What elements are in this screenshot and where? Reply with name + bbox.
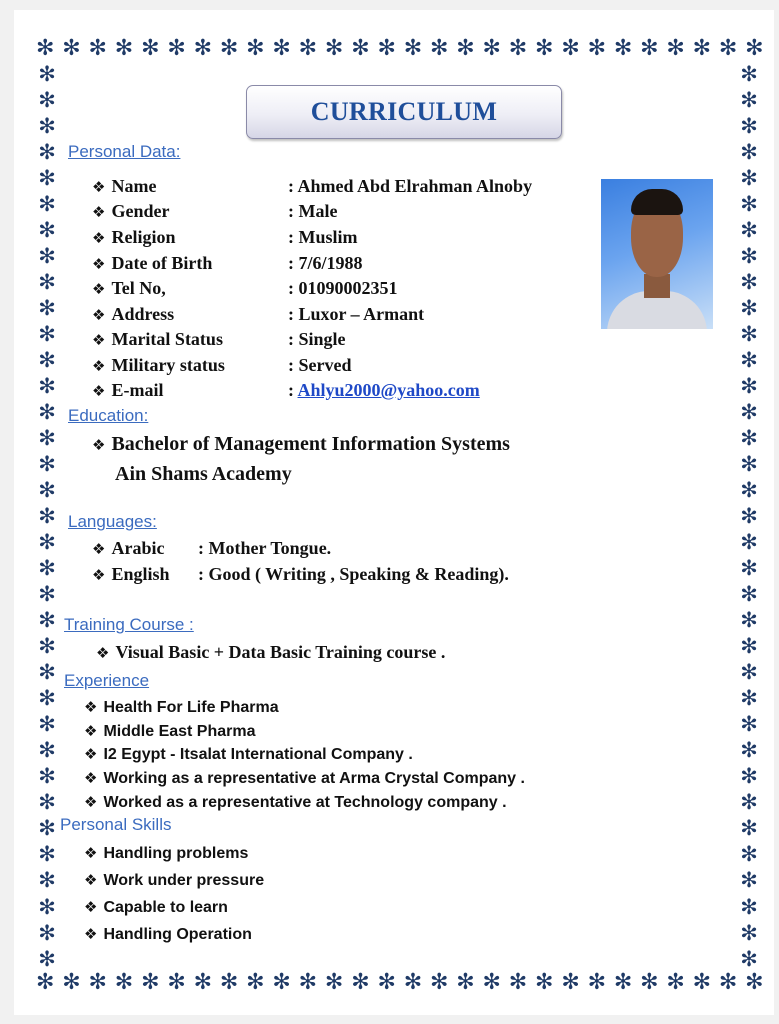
row-label: Marital Status <box>111 329 223 349</box>
asterisk-star-icon: ✻ <box>38 322 56 347</box>
asterisk-star-icon: ✻ <box>740 114 758 139</box>
asterisk-star-icon: ✻ <box>718 38 738 60</box>
asterisk-star-icon: ✻ <box>740 296 758 321</box>
training-heading: Training Course : <box>64 615 194 634</box>
experience-item <box>84 698 279 717</box>
asterisk-star-icon: ✻ <box>429 38 449 60</box>
bullet-icon: ❖ <box>92 203 106 221</box>
skills-heading: Personal Skills <box>60 815 172 834</box>
asterisk-star-icon: ✻ <box>219 38 239 60</box>
bullet-icon: ❖ <box>92 566 106 584</box>
asterisk-star-icon: ✻ <box>666 38 685 60</box>
asterisk-star-icon: ✻ <box>38 920 56 945</box>
asterisk-star-icon: ✻ <box>246 972 265 994</box>
asterisk-star-icon: ✻ <box>508 38 528 60</box>
experience-text: Worked as a representative at Technology company . <box>103 794 507 811</box>
asterisk-star-icon: ✻ <box>740 348 758 373</box>
asterisk-star-icon: ✻ <box>740 400 758 425</box>
asterisk-star-icon: ✻ <box>246 38 265 60</box>
asterisk-star-icon: ✻ <box>640 38 659 60</box>
asterisk-star-icon: ✻ <box>740 660 758 685</box>
asterisk-star-icon: ✻ <box>38 166 56 191</box>
asterisk-star-icon: ✻ <box>692 38 712 60</box>
asterisk-star-icon: ✻ <box>745 38 764 60</box>
education-degree <box>92 433 510 456</box>
asterisk-star-icon: ✻ <box>141 38 160 60</box>
asterisk-star-icon: ✻ <box>38 712 56 737</box>
asterisk-star-icon: ✻ <box>740 244 758 269</box>
asterisk-star-icon: ✻ <box>193 38 213 60</box>
asterisk-star-icon: ✻ <box>324 972 344 994</box>
asterisk-star-icon: ✻ <box>740 920 758 945</box>
row-label: Military status <box>111 355 225 375</box>
language-value: : Mother Tongue. <box>198 538 332 558</box>
training-item <box>96 642 445 663</box>
experience-heading: Experience <box>64 671 150 690</box>
row-label: Tel No, <box>111 278 166 298</box>
asterisk-star-icon: ✻ <box>38 218 56 243</box>
languages-heading: Languages: <box>68 512 157 531</box>
asterisk-star-icon: ✻ <box>351 38 370 60</box>
portrait-photo <box>601 179 713 329</box>
asterisk-star-icon: ✻ <box>535 972 554 994</box>
asterisk-star-icon: ✻ <box>38 842 56 867</box>
asterisk-star-icon: ✻ <box>38 634 56 659</box>
skill-text: Handling problems <box>103 845 249 862</box>
asterisk-star-icon: ✻ <box>640 972 659 994</box>
asterisk-star-icon: ✻ <box>587 972 607 994</box>
bullet-icon: ❖ <box>84 793 98 811</box>
asterisk-star-icon: ✻ <box>38 348 56 373</box>
asterisk-star-icon: ✻ <box>88 972 107 994</box>
asterisk-star-icon: ✻ <box>324 38 344 60</box>
asterisk-star-icon: ✻ <box>38 374 56 399</box>
bullet-icon: ❖ <box>84 844 98 862</box>
asterisk-star-icon: ✻ <box>740 166 758 191</box>
asterisk-star-icon: ✻ <box>38 686 56 711</box>
asterisk-star-icon: ✻ <box>740 64 758 86</box>
asterisk-star-icon: ✻ <box>62 38 81 60</box>
title-box <box>246 85 562 139</box>
training-text: Visual Basic + Data Basic Training course . <box>115 642 446 662</box>
asterisk-star-icon: ✻ <box>740 530 758 555</box>
asterisk-star-icon: ✻ <box>272 972 291 994</box>
asterisk-star-icon: ✻ <box>740 374 758 399</box>
asterisk-star-icon: ✻ <box>193 972 213 994</box>
asterisk-star-icon: ✻ <box>38 88 56 113</box>
asterisk-star-icon: ✻ <box>692 972 712 994</box>
row-value: : 7/6/1988 <box>288 253 363 273</box>
row-value: : Single <box>288 329 346 349</box>
language-label: English <box>111 564 170 584</box>
asterisk-star-icon: ✻ <box>740 504 758 529</box>
skill-item <box>84 898 228 917</box>
bullet-icon: ❖ <box>84 769 98 787</box>
asterisk-star-icon: ✻ <box>456 38 475 60</box>
asterisk-star-icon: ✻ <box>587 38 607 60</box>
asterisk-star-icon: ✻ <box>38 530 56 555</box>
asterisk-star-icon: ✻ <box>429 972 449 994</box>
bullet-icon: ❖ <box>92 382 106 400</box>
row-label: Gender <box>111 201 170 221</box>
asterisk-star-icon: ✻ <box>38 764 56 789</box>
skill-text: Capable to learn <box>103 899 228 916</box>
asterisk-star-icon: ✻ <box>62 972 81 994</box>
bullet-icon: ❖ <box>92 540 106 558</box>
bullet-icon: ❖ <box>84 898 98 916</box>
asterisk-star-icon: ✻ <box>38 868 56 893</box>
asterisk-star-icon: ✻ <box>403 972 423 994</box>
experience-item <box>84 745 413 764</box>
asterisk-star-icon: ✻ <box>88 38 107 60</box>
asterisk-star-icon: ✻ <box>740 634 758 659</box>
asterisk-star-icon: ✻ <box>456 972 475 994</box>
asterisk-star-icon: ✻ <box>38 556 56 581</box>
asterisk-star-icon: ✻ <box>740 140 758 165</box>
asterisk-star-icon: ✻ <box>482 972 501 994</box>
asterisk-star-icon: ✻ <box>38 816 56 841</box>
bullet-icon: ❖ <box>92 280 106 298</box>
bullet-icon: ❖ <box>84 698 98 716</box>
language-label: Arabic <box>111 538 165 558</box>
asterisk-star-icon: ✻ <box>36 38 55 60</box>
asterisk-star-icon: ✻ <box>38 400 56 425</box>
asterisk-star-icon: ✻ <box>36 972 55 994</box>
bullet-icon: ❖ <box>84 925 98 943</box>
asterisk-star-icon: ✻ <box>38 426 56 451</box>
bullet-icon: ❖ <box>92 178 106 196</box>
row-label: Address <box>111 304 175 324</box>
asterisk-star-icon: ✻ <box>740 946 758 970</box>
asterisk-star-icon: ✻ <box>740 556 758 581</box>
row-label: Religion <box>111 227 176 247</box>
row-label: E-mail <box>111 380 164 400</box>
bottom-star-border <box>36 972 764 994</box>
asterisk-star-icon: ✻ <box>38 140 56 165</box>
asterisk-star-icon: ✻ <box>167 38 186 60</box>
asterisk-star-icon: ✻ <box>561 38 580 60</box>
skill-item <box>84 925 252 944</box>
asterisk-star-icon: ✻ <box>740 426 758 451</box>
row-value: : 01090002351 <box>288 278 398 298</box>
asterisk-star-icon: ✻ <box>377 972 396 994</box>
asterisk-star-icon: ✻ <box>38 64 56 86</box>
asterisk-star-icon: ✻ <box>38 790 56 815</box>
asterisk-star-icon: ✻ <box>38 244 56 269</box>
experience-item <box>84 769 525 788</box>
experience-item <box>84 793 507 812</box>
bullet-icon: ❖ <box>92 255 106 273</box>
bullet-icon: ❖ <box>92 229 106 247</box>
experience-text: Health For Life Pharma <box>103 699 279 716</box>
top-star-border <box>36 38 764 60</box>
row-value: : Ahmed Abd Elrahman Alnoby <box>288 176 533 196</box>
asterisk-star-icon: ✻ <box>740 218 758 243</box>
asterisk-star-icon: ✻ <box>38 452 56 477</box>
asterisk-star-icon: ✻ <box>38 296 56 321</box>
asterisk-star-icon: ✻ <box>740 738 758 763</box>
asterisk-star-icon: ✻ <box>740 790 758 815</box>
asterisk-star-icon: ✻ <box>613 972 633 994</box>
bullet-icon: ❖ <box>84 722 98 740</box>
asterisk-star-icon: ✻ <box>561 972 580 994</box>
bullet-icon: ❖ <box>92 306 106 324</box>
asterisk-star-icon: ✻ <box>38 894 56 919</box>
right-star-border <box>738 64 760 970</box>
page-title: CURRICULUM <box>310 97 498 126</box>
asterisk-star-icon: ✻ <box>740 686 758 711</box>
degree-text: Bachelor of Management Information Systems <box>111 433 510 455</box>
skill-text: Work under pressure <box>103 872 265 889</box>
asterisk-star-icon: ✻ <box>38 478 56 503</box>
bullet-icon: ❖ <box>84 871 98 889</box>
asterisk-star-icon: ✻ <box>377 38 396 60</box>
asterisk-star-icon: ✻ <box>38 608 56 633</box>
email-link[interactable]: Ahlyu2000@yahoo.com <box>297 380 480 400</box>
experience-text: Working as a representative at Arma Crystal Company . <box>103 770 525 787</box>
asterisk-star-icon: ✻ <box>740 192 758 217</box>
experience-text: Middle East Pharma <box>103 723 256 740</box>
personal-data-heading: Personal Data: <box>68 142 181 161</box>
asterisk-star-icon: ✻ <box>272 38 291 60</box>
row-value: : Male <box>288 201 338 221</box>
asterisk-star-icon: ✻ <box>482 38 501 60</box>
row-value: : Muslim <box>288 227 358 247</box>
asterisk-star-icon: ✻ <box>38 660 56 685</box>
asterisk-star-icon: ✻ <box>740 764 758 789</box>
asterisk-star-icon: ✻ <box>613 38 633 60</box>
asterisk-star-icon: ✻ <box>740 478 758 503</box>
asterisk-star-icon: ✻ <box>219 972 239 994</box>
row-label: Name <box>111 176 157 196</box>
asterisk-star-icon: ✻ <box>740 88 758 113</box>
experience-text: I2 Egypt - Itsalat International Company . <box>103 746 413 763</box>
email-colon: : <box>288 380 298 400</box>
bullet-icon: ❖ <box>84 745 98 763</box>
bullet-icon: ❖ <box>92 436 106 454</box>
skill-item <box>84 871 264 890</box>
asterisk-star-icon: ✻ <box>508 972 528 994</box>
bullet-icon: ❖ <box>92 357 106 375</box>
asterisk-star-icon: ✻ <box>718 972 738 994</box>
asterisk-star-icon: ✻ <box>38 192 56 217</box>
asterisk-star-icon: ✻ <box>38 738 56 763</box>
left-star-border <box>36 64 58 970</box>
asterisk-star-icon: ✻ <box>403 38 423 60</box>
asterisk-star-icon: ✻ <box>740 452 758 477</box>
asterisk-star-icon: ✻ <box>740 712 758 737</box>
asterisk-star-icon: ✻ <box>141 972 160 994</box>
asterisk-star-icon: ✻ <box>38 582 56 607</box>
experience-item <box>84 722 256 741</box>
education-heading: Education: <box>68 406 149 425</box>
asterisk-star-icon: ✻ <box>740 868 758 893</box>
asterisk-star-icon: ✻ <box>298 972 318 994</box>
skill-text: Handling Operation <box>103 926 252 943</box>
asterisk-star-icon: ✻ <box>38 504 56 529</box>
asterisk-star-icon: ✻ <box>740 608 758 633</box>
asterisk-star-icon: ✻ <box>167 972 186 994</box>
asterisk-star-icon: ✻ <box>38 114 56 139</box>
asterisk-star-icon: ✻ <box>740 270 758 295</box>
row-value: : Luxor – Armant <box>288 304 425 324</box>
bullet-icon: ❖ <box>92 331 106 349</box>
asterisk-star-icon: ✻ <box>740 842 758 867</box>
asterisk-star-icon: ✻ <box>740 582 758 607</box>
asterisk-star-icon: ✻ <box>38 946 56 970</box>
skill-item <box>84 844 248 863</box>
asterisk-star-icon: ✻ <box>38 270 56 295</box>
asterisk-star-icon: ✻ <box>740 322 758 347</box>
asterisk-star-icon: ✻ <box>351 972 370 994</box>
asterisk-star-icon: ✻ <box>298 38 318 60</box>
language-value: : Good ( Writing , Speaking & Reading). <box>198 564 509 584</box>
asterisk-star-icon: ✻ <box>740 894 758 919</box>
asterisk-star-icon: ✻ <box>666 972 685 994</box>
asterisk-star-icon: ✻ <box>114 972 134 994</box>
asterisk-star-icon: ✻ <box>535 38 554 60</box>
asterisk-star-icon: ✻ <box>114 38 134 60</box>
row-label: Date of Birth <box>111 253 213 273</box>
asterisk-star-icon: ✻ <box>740 816 758 841</box>
bullet-icon: ❖ <box>96 644 110 662</box>
asterisk-star-icon: ✻ <box>745 972 764 994</box>
education-school: Ain Shams Academy <box>115 463 292 485</box>
row-value: : Served <box>288 355 352 375</box>
